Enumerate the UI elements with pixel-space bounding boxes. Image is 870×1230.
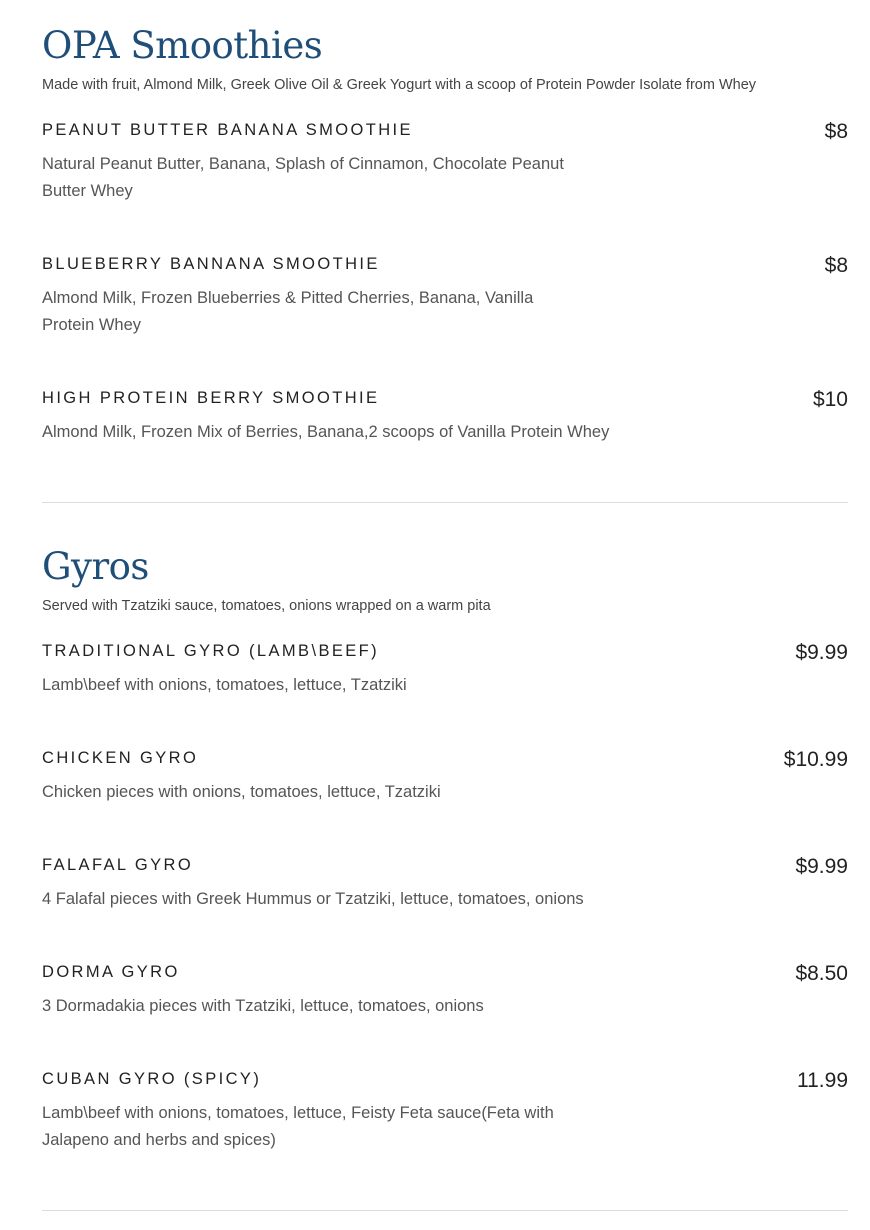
item-description <box>42 672 602 699</box>
item-description <box>42 886 642 913</box>
item-description-line: Chicken pieces with onions, tomatoes, lettuce, Tzatziki <box>42 783 441 801</box>
item-price: $10 <box>812 388 848 411</box>
section-smoothies <box>42 24 848 95</box>
item-description-line: 4 Falafal pieces with Greek Hummus or Tzatziki, lettuce, tomatoes, onions <box>42 890 584 908</box>
section-description: Served with Tzatziki sauce, tomatoes, onions wrapped on a warm pita <box>42 598 491 614</box>
menu-item <box>42 747 848 806</box>
menu-item <box>42 119 848 205</box>
item-description-line: Natural Peanut Butter, Banana, Splash of Cinnamon, Chocolate Peanut <box>42 155 564 173</box>
section-title: OPA Smoothies <box>42 24 323 67</box>
item-description <box>42 993 602 1020</box>
item-description-line: Almond Milk, Frozen Mix of Berries, Banana,2 scoops of Vanilla Protein Whey <box>42 423 610 441</box>
menu-item <box>42 253 848 339</box>
item-name: BLUEBERRY BANNANA SMOOTHIE <box>42 255 380 273</box>
menu-item <box>42 387 848 446</box>
section-divider <box>42 1210 848 1211</box>
item-name: CHICKEN GYRO <box>42 749 199 767</box>
item-name: DORMA GYRO <box>42 963 180 981</box>
item-price: $10.99 <box>783 748 848 771</box>
menu-item <box>42 640 848 699</box>
item-price: $9.99 <box>795 641 848 664</box>
item-description <box>42 779 602 806</box>
item-price: $8.50 <box>795 962 848 985</box>
item-description-line: Lamb\beef with onions, tomatoes, lettuce, Feisty Feta sauce(Feta with <box>42 1104 554 1122</box>
item-name: PEANUT BUTTER BANANA SMOOTHIE <box>42 121 413 139</box>
menu-item <box>42 1068 848 1154</box>
item-description <box>42 151 602 205</box>
section-title: Gyros <box>42 545 149 588</box>
item-price: $8 <box>824 254 848 277</box>
item-description <box>42 1100 602 1154</box>
item-description-line: Almond Milk, Frozen Blueberries & Pitted Cherries, Banana, Vanilla <box>42 289 534 307</box>
item-name: TRADITIONAL GYRO (LAMB\BEEF) <box>42 642 380 660</box>
section-description: Made with fruit, Almond Milk, Greek Olive Oil & Greek Yogurt with a scoop of Protein Powder Isolate from Whey <box>42 77 757 93</box>
item-description <box>42 285 602 339</box>
item-price: $9.99 <box>795 855 848 878</box>
section-divider <box>42 502 848 503</box>
menu-item <box>42 961 848 1020</box>
menu-item <box>42 854 848 913</box>
item-name: HIGH PROTEIN BERRY SMOOTHIE <box>42 389 380 407</box>
item-description-line: Lamb\beef with onions, tomatoes, lettuce, Tzatziki <box>42 676 407 694</box>
item-description-line: Protein Whey <box>42 316 142 334</box>
item-description <box>42 419 642 446</box>
item-name: CUBAN GYRO (SPICY) <box>42 1070 262 1088</box>
item-description-line: 3 Dormadakia pieces with Tzatziki, lettuce, tomatoes, onions <box>42 997 484 1015</box>
item-price: $8 <box>824 120 848 143</box>
item-price: 11.99 <box>797 1069 848 1092</box>
item-name: FALAFAL GYRO <box>42 856 194 874</box>
section-gyros <box>42 545 848 616</box>
item-description-line: Jalapeno and herbs and spices) <box>42 1131 276 1149</box>
item-description-line: Butter Whey <box>42 182 133 200</box>
